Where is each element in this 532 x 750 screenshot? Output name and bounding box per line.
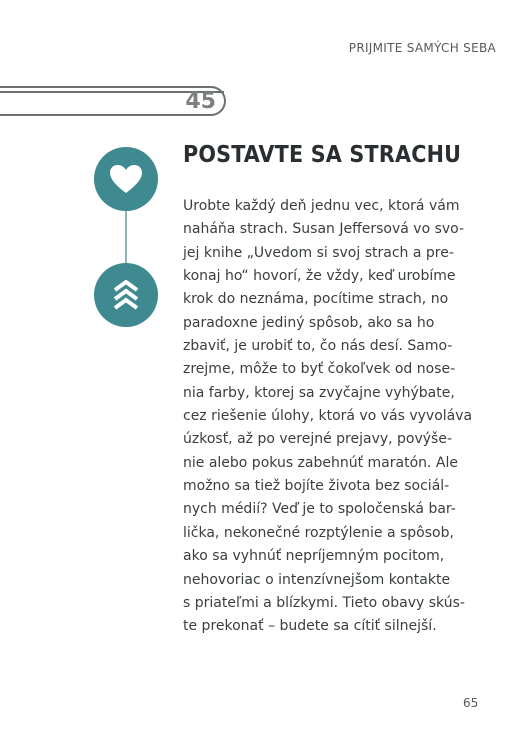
page-number: 65 [463,696,479,710]
section-number-tab [0,86,226,116]
chevrons-up-icon [112,280,140,310]
body-text: Urobte každý deň jednu vec, ktorá vám naháňa strach. Susan Jeffersová vo svo- jej knihe „Uvedom si svoj strach a pre- konaj ho“ hovorí, že vždy, keď urobíme krok do neznáma, pocítime strach, no paradoxne jediný spôsob, ako sa ho zbaviť, je urobiť to, čo nás desí. Samo- zrejme, môže to byť čokoľvek od nose- nia farby, ktorej sa zvyčajne vyhýbate, cez riešenie úlohy, ktorá vo vás vyvoláva úzkosť, až po verejné prejavy, povýše- nie alebo pokus zabehnúť maratón. Ale možno sa tiež bojíte života bez sociál- nych médií? Veď je to spoločenská bar- lička, nekonečné rozptýlenie a spôsob, ako sa vyhnúť nepríjemným pocitom, nehovoriac o intenzívnejšom kontakte s priateľmi a blízkymi. Tieto obavy skús- te prekonať – budete sa cítiť silnejší. [183,198,473,635]
heart-circle [94,147,158,211]
page-title: POSTAVTE SA STRACHU [183,142,462,168]
growth-circle [94,263,158,327]
heart-icon [109,164,143,194]
section-number: 45 [185,89,216,114]
running-header: PRIJMITE SAMÝCH SEBA [348,41,496,55]
